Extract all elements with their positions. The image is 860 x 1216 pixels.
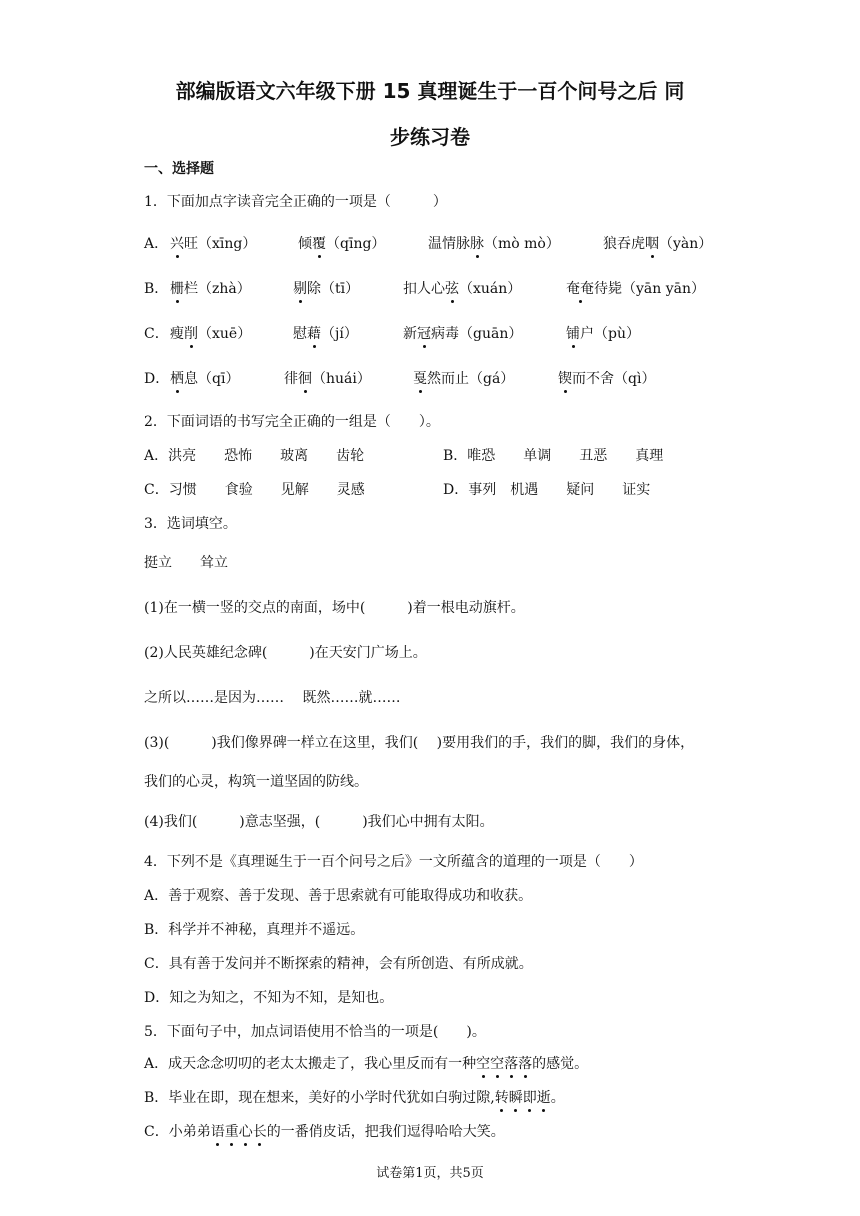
q1-a-item1: 兴旺（xīng） (170, 233, 256, 253)
page-title-line1: 部编版语文六年级下册 15 真理诞生于一百个问号之后 同 (175, 79, 685, 103)
q1-a-item3: 温情脉脉（mò mò） (428, 233, 560, 253)
q3-sentence-3a: (3)( )我们像界碑一样立在这里，我们( )要用我们的手，我们的脚，我们的身体， (144, 735, 695, 751)
q4-option-a: A．善于观察、善于发现、善于思索就有可能取得成功和收获。 (144, 888, 533, 904)
q5-b-dotted: 转瞬即逝 (495, 1090, 551, 1106)
q2-stem: 2．下面词语的书写完全正确的一组是（ ）。 (144, 414, 440, 430)
q3-sentence-1: (1)在一横一竖的交点的南面，场中( )着一根电动旗杆。 (144, 600, 525, 616)
q1-a-item2: 倾覆（qīng） (298, 233, 385, 253)
q4-option-d: D．知之为知之，不知为不知，是知也。 (144, 990, 394, 1006)
q1-b-item2: 剔除（tī） (293, 278, 359, 298)
q5-stem: 5．下面句子中，加点词语使用不恰当的一项是( )。 (144, 1024, 486, 1040)
q4-option-b: B．科学并不神秘，真理并不遥远。 (144, 922, 365, 938)
q1-a-item4: 狼吞虎咽（yàn） (603, 233, 712, 253)
q1-d-item2: 徘徊（huái） (284, 368, 371, 388)
q1-c-item4: 铺户（pù） (566, 323, 640, 343)
q1-option-a-label: A． (144, 236, 169, 252)
q2-option-c: C．习惯 食验 见解 灵感 (144, 482, 365, 498)
page-title-line2: 步练习卷 (390, 125, 470, 149)
q1-c-item3: 新冠病毒（guān） (403, 323, 522, 343)
section-heading: 一、选择题 (144, 161, 214, 177)
q1-b-item4: 奄奄待毙（yān yān） (566, 278, 705, 298)
q1-c-item2: 慰藉（jí） (293, 323, 358, 343)
q5-option-b: B．毕业在即，现在想来，美好的小学时代犹如白驹过隙,转瞬即逝。 (144, 1087, 565, 1107)
q1-stem: 1．下面加点字读音完全正确的一项是（ ） (144, 194, 447, 210)
q5-a-dotted: 空空落落 (476, 1056, 532, 1072)
q5-option-a: A．成天念念叨叨的老太太搬走了，我心里反而有一种空空落落的感觉。 (144, 1053, 588, 1073)
q1-option-c-label: C． (144, 326, 169, 342)
q1-d-item1: 栖息（qī） (170, 368, 239, 388)
q1-d-item3: 戛然而止（gá） (413, 368, 514, 388)
q4-option-c: C．具有善于发问并不断探索的精神，会有所创造、有所成就。 (144, 956, 533, 972)
q3-sentence-4: (4)我们( )意志坚强，( )我们心中拥有太阳。 (144, 814, 494, 830)
q5-c-dotted: 语重心长 (211, 1124, 267, 1140)
q1-b-item1: 栅栏（zhà） (170, 278, 251, 298)
q3-word-choices-2: 之所以……是因为…… 既然……就…… (144, 690, 401, 706)
q1-option-d-label: D． (144, 371, 170, 387)
q1-d-item4: 锲而不舍（qì） (558, 368, 655, 388)
q4-stem: 4．下列不是《真理诞生于一百个问号之后》一文所蕴含的道理的一项是（ ） (144, 854, 643, 870)
q1-c-item1: 瘦削（xuē） (170, 323, 251, 343)
page-footer: 试卷第1页，共5页 (376, 1166, 484, 1181)
q3-word-choices-1: 挺立 耸立 (144, 555, 228, 571)
q2-option-b: B．唯恐 单调 丑恶 真理 (443, 448, 664, 464)
q2-option-d: D．事列 机遇 疑问 证实 (443, 482, 651, 498)
q5-option-c: C．小弟弟语重心长的一番俏皮话，把我们逗得哈哈大笑。 (144, 1121, 505, 1141)
q1-b-item3: 扣人心弦（xuán） (403, 278, 521, 298)
q3-stem: 3．选词填空。 (144, 516, 237, 532)
q3-sentence-3b: 我们的心灵，构筑一道坚固的防线。 (144, 774, 368, 790)
q1-option-b-label: B． (144, 281, 169, 297)
q3-sentence-2: (2)人民英雄纪念碑( )在天安门广场上。 (144, 645, 427, 661)
q2-option-a: A．洪亮 恐怖 玻离 齿轮 (144, 448, 365, 464)
